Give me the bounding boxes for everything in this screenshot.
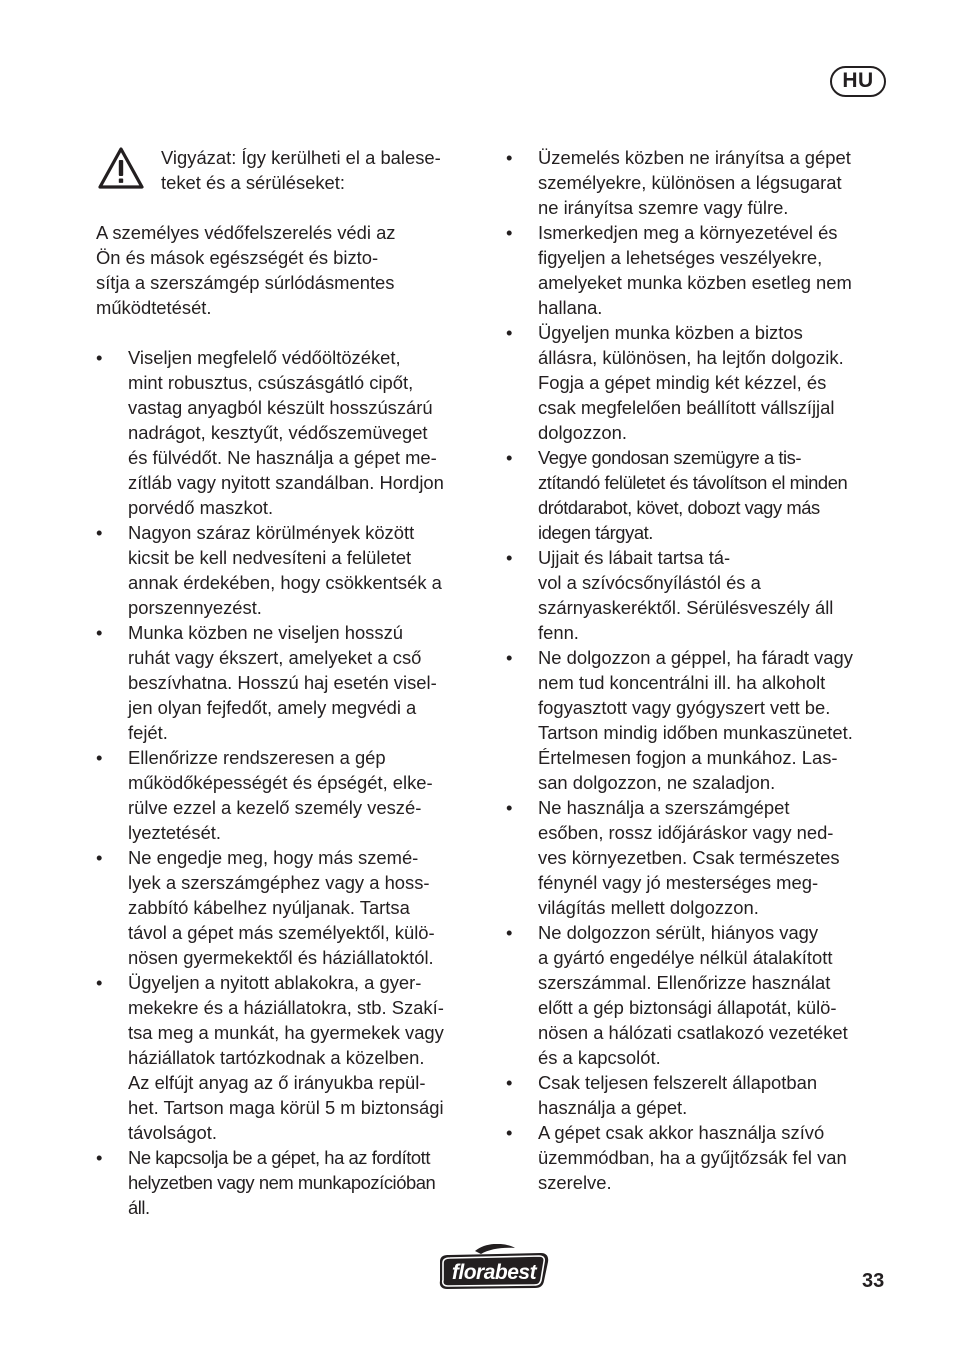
bullet-point: • — [506, 222, 513, 243]
bullet-point: • — [96, 847, 103, 868]
bullet-text-line: ne irányítsa szemre vagy fülre. — [538, 197, 789, 218]
bullet-text-line: esőben, rossz időjáráskor vagy ned- — [538, 822, 834, 843]
bullet-text-line: san dolgozzon, ne szaladjon. — [538, 772, 776, 793]
bullet-text-line: Ügyeljen a nyitott ablakokra, a gyer- — [128, 972, 422, 993]
bullet-text-line: Ne dolgozzon a géppel, ha fáradt vagy — [538, 647, 853, 668]
bullet-point: • — [96, 972, 103, 993]
bullet-text-line: tsa meg a munkát, ha gyermekek vagy — [128, 1022, 444, 1043]
intro-line: sítja a szerszámgép súrlódásmentes — [96, 272, 395, 293]
bullet-text-line: távolságot. — [128, 1122, 217, 1143]
bullet-text-line: amelyeket munka közben esetleg nem — [538, 272, 852, 293]
bullet-text-line: ruhát vagy ékszert, amelyeket a cső — [128, 647, 422, 668]
warning-line: teket és a sérüléseket: — [161, 172, 346, 193]
intro-paragraph — [96, 220, 476, 320]
bullet-text-line: drótdarabot, követ, dobozt vagy más — [538, 497, 820, 518]
bullet-text-line: fejét. — [128, 722, 168, 743]
bullet-item — [96, 970, 496, 1145]
bullet-text-line: előtt a gép biztonsági állapotát, külö- — [538, 997, 837, 1018]
bullet-text-line: Ujjait és lábait tartsa tá- — [538, 547, 731, 568]
intro-line: A személyes védőfelszerelés védi az — [96, 222, 396, 243]
bullet-item — [96, 345, 496, 520]
bullet-text-line: üzemmódban, ha a gyűjtőzsák fel van — [538, 1147, 847, 1168]
bullet-text-line: nadrágot, kesztyűt, védőszemüveget — [128, 422, 428, 443]
bullet-point: • — [506, 322, 513, 343]
bullet-text-line: jen olyan fejfedőt, amely megvédi a — [128, 697, 417, 718]
bullet-item — [506, 545, 906, 645]
bullet-item — [506, 320, 906, 445]
bullet-text-line: világítás mellett dolgozzon. — [538, 897, 759, 918]
bullet-text-line: Ne használja a szerszámgépet — [538, 797, 790, 818]
bullet-text-line: figyeljen a lehetséges veszélyekre, — [538, 247, 823, 268]
bullet-item — [506, 1070, 906, 1120]
bullet-point: • — [96, 522, 103, 543]
bullet-text-line: dolgozzon. — [538, 422, 627, 443]
bullet-text-line: helyzetben vagy nem munkapozícióban — [128, 1172, 436, 1193]
bullet-item — [506, 445, 906, 545]
bullet-item — [506, 1120, 906, 1195]
bullet-point: • — [506, 797, 513, 818]
bullet-text-line: idegen tárgyat. — [538, 522, 653, 543]
bullet-text-line: Tartson mindig időben munkaszünetet. — [538, 722, 853, 743]
bullet-text-line: lyek a szerszámgéphez vagy a hoss- — [128, 872, 430, 893]
page-number: 33 — [862, 1270, 885, 1292]
bullet-point: • — [506, 447, 513, 468]
bullet-text-line: kicsit be kell nedvesíteni a felületet — [128, 547, 412, 568]
bullet-point: • — [96, 747, 103, 768]
left-safety-list — [96, 345, 496, 1220]
bullet-text-line: ztítandó felületet és távolítson el minden — [538, 472, 848, 493]
bullet-text-line: porvédő maszkot. — [128, 497, 274, 518]
bullet-item — [506, 645, 906, 795]
bullet-text-line: Ne dolgozzon sérült, hiányos vagy — [538, 922, 819, 943]
bullet-text-line: beszívhatna. Hosszú haj esetén visel- — [128, 672, 437, 693]
warning-triangle-icon — [97, 146, 145, 190]
bullet-item — [506, 795, 906, 920]
bullet-text-line: fogyasztott vagy gyógyszert vett be. — [538, 697, 831, 718]
bullet-text-line: háziállatok tartózkodnak a közelben. — [128, 1047, 425, 1068]
bullet-text-line: a gyártó engedélye nélkül átalakított — [538, 947, 833, 968]
bullet-text-line: szerszámmal. Ellenőrizze használat — [538, 972, 831, 993]
bullet-text-line: Ellenőrizze rendszeresen a gép — [128, 747, 386, 768]
bullet-text-line: Értelmesen fogjon a munkához. Las- — [538, 747, 838, 768]
bullet-text-line: hallana. — [538, 297, 603, 318]
bullet-text-line: Viseljen megfelelő védőöltözéket, — [128, 347, 401, 368]
bullet-item — [96, 1145, 496, 1220]
bullet-text-line: Ismerkedjen meg a környezetével és — [538, 222, 838, 243]
bullet-text-line: Vegye gondosan szemügyre a tis- — [538, 447, 802, 468]
bullet-text-line: állásra, különösen, ha lejtőn dolgozik. — [538, 347, 844, 368]
bullet-item — [506, 145, 906, 220]
bullet-text-line: csak megfelelően beállított vállszíjjal — [538, 397, 835, 418]
bullet-item — [506, 220, 906, 320]
warning-text — [161, 145, 481, 195]
intro-line: Ön és mások egészségét és bizto- — [96, 247, 379, 268]
bullet-text-line: szerelve. — [538, 1172, 612, 1193]
bullet-point: • — [506, 1072, 513, 1093]
bullet-text-line: het. Tartson maga körül 5 m biztonsági — [128, 1097, 444, 1118]
bullet-text-line: A gépet csak akkor használja szívó — [538, 1122, 825, 1143]
bullet-item — [96, 845, 496, 970]
bullet-point: • — [96, 1147, 103, 1168]
bullet-text-line: Nagyon száraz körülmények között — [128, 522, 415, 543]
bullet-text-line: működőképességét és épségét, elke- — [128, 772, 433, 793]
bullet-point: • — [96, 622, 103, 643]
intro-line: működtetését. — [96, 297, 212, 318]
bullet-point: • — [506, 922, 513, 943]
bullet-point: • — [506, 547, 513, 568]
bullet-item — [96, 520, 496, 620]
bullet-text-line: mint robusztus, csúszásgátló cipőt, — [128, 372, 414, 393]
bullet-item — [96, 745, 496, 845]
bullet-text-line: nem tud koncentrálni ill. ha alkoholt — [538, 672, 826, 693]
bullet-text-line: vastag anyagból készült hosszúszárú — [128, 397, 433, 418]
bullet-text-line: szárnyaskeréktől. Sérülésveszély áll — [538, 597, 834, 618]
bullet-text-line: személyekre, különösen a légsugarat — [538, 172, 842, 193]
bullet-text-line: Üzemelés közben ne irányítsa a gépet — [538, 147, 851, 168]
bullet-text-line: zítláb vagy nyitott szandálban. Hordjon — [128, 472, 444, 493]
bullet-text-line: annak érdekében, hogy csökkentsék a — [128, 572, 442, 593]
bullet-text-line: és a kapcsolót. — [538, 1047, 661, 1068]
bullet-text-line: lyeztetését. — [128, 822, 222, 843]
bullet-text-line: zabbító kábelhez nyúljanak. Tartsa — [128, 897, 410, 918]
bullet-text-line: Ügyeljen munka közben a biztos — [538, 322, 803, 343]
bullet-text-line: Az elfújt anyag az ő irányukba repül- — [128, 1072, 426, 1093]
bullet-text-line: ves környezetben. Csak természetes — [538, 847, 840, 868]
language-badge: HU — [830, 66, 886, 97]
bullet-text-line: porszennyezést. — [128, 597, 262, 618]
bullet-text-line: használja a gépet. — [538, 1097, 688, 1118]
bullet-point: • — [506, 147, 513, 168]
bullet-item — [506, 920, 906, 1070]
bullet-text-line: Ne kapcsolja be a gépet, ha az fordított — [128, 1147, 430, 1168]
bullet-text-line: fénynél vagy jó mesterséges meg- — [538, 872, 819, 893]
bullet-text-line: áll. — [128, 1197, 150, 1218]
warning-line: Vigyázat: Így kerülheti el a balese- — [161, 147, 441, 168]
bullet-item — [96, 620, 496, 745]
bullet-text-line: Munka közben ne viseljen hosszú — [128, 622, 403, 643]
bullet-text-line: vol a szívócsőnyílástól és a — [538, 572, 761, 593]
florabest-logo — [437, 1244, 551, 1290]
bullet-text-line: nösen gyermekektől és háziállatoktól. — [128, 947, 434, 968]
bullet-text-line: távol a gépet más személyektől, külö- — [128, 922, 435, 943]
bullet-point: • — [506, 647, 513, 668]
right-safety-list — [506, 145, 906, 1195]
bullet-text-line: és fülvédőt. Ne használja a gépet me- — [128, 447, 437, 468]
bullet-text-line: Ne engedje meg, hogy más szemé- — [128, 847, 419, 868]
bullet-point: • — [506, 1122, 513, 1143]
logo-text: florabest — [451, 1261, 537, 1284]
bullet-text-line: nösen a hálózati csatlakozó vezetéket — [538, 1022, 848, 1043]
bullet-text-line: Fogja a gépet mindig két kézzel, és — [538, 372, 827, 393]
bullet-point: • — [96, 347, 103, 368]
bullet-text-line: rülve ezzel a kezelő személy veszé- — [128, 797, 422, 818]
bullet-text-line: fenn. — [538, 622, 579, 643]
bullet-text-line: Csak teljesen felszerelt állapotban — [538, 1072, 818, 1093]
bullet-text-line: mekekre és a háziállatokra, stb. Szakí- — [128, 997, 444, 1018]
